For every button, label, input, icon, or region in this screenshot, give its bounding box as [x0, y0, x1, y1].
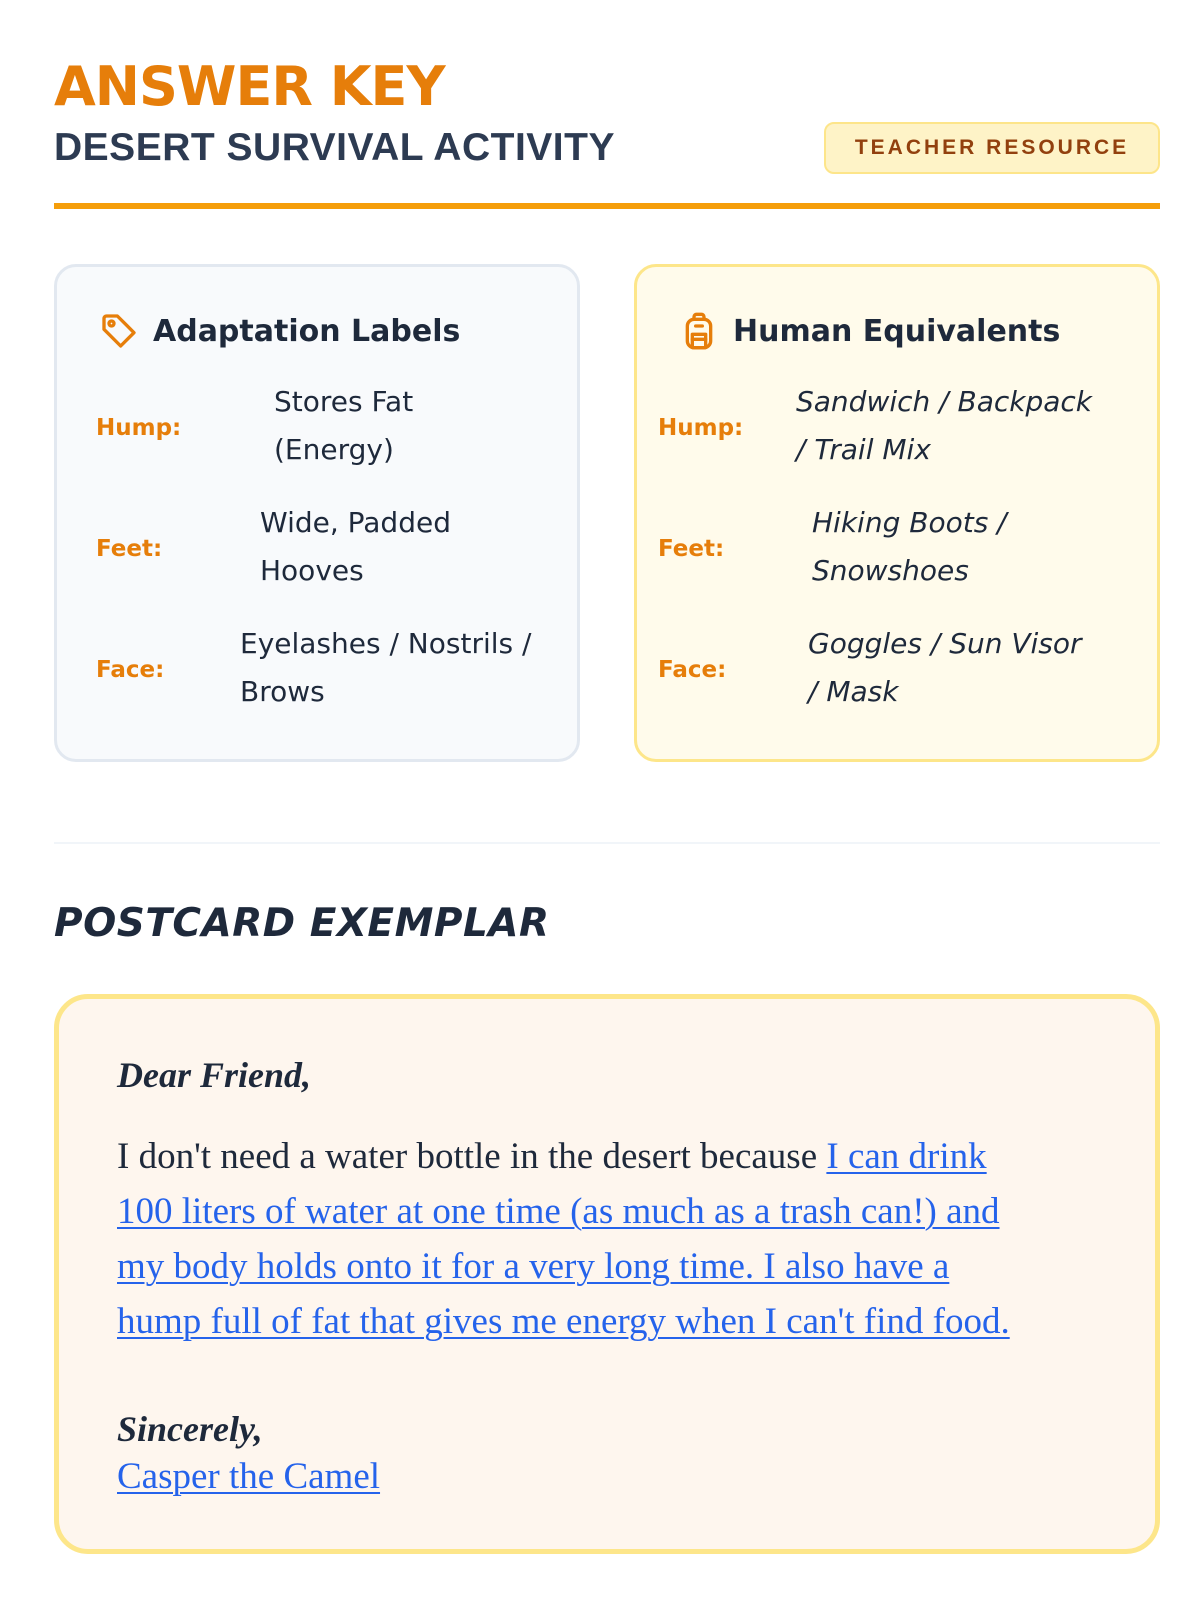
postcard-answer-link[interactable]: I can drink	[826, 1136, 987, 1177]
row-value	[240, 620, 531, 716]
human-row-face	[658, 620, 1098, 720]
postcard-body	[117, 1129, 1107, 1349]
adaptation-labels-title: Adaptation Labels	[153, 313, 461, 349]
postcard-greeting: Dear Friend,	[117, 1055, 312, 1095]
postcard-signoff: Sincerely,	[117, 1409, 263, 1449]
row-value-line: Snowshoes	[812, 554, 969, 587]
row-label: Hump:	[658, 415, 744, 441]
postcard-signature-link[interactable]: Casper the Camel	[117, 1456, 381, 1497]
row-value-line: Hooves	[260, 554, 364, 587]
row-value-line: (Energy)	[274, 433, 394, 466]
row-label: Face:	[658, 657, 727, 683]
postcard-body-prefix: I don't need a water bottle in the desert because	[117, 1136, 827, 1177]
row-value-line: Stores Fat	[274, 385, 414, 418]
backpack-icon	[679, 311, 719, 351]
row-value	[274, 378, 413, 474]
postcard-answer-link[interactable]: my body holds onto it for a very long time. I also have a	[117, 1246, 950, 1287]
row-value	[260, 499, 451, 595]
row-label: Face:	[96, 657, 165, 683]
row-value-line: Goggles / Sun Visor	[808, 627, 1082, 660]
page-subtitle: DESERT SURVIVAL ACTIVITY	[54, 126, 615, 169]
postcard-answer-link[interactable]: 100 liters of water at one time (as much as a trash can!) and	[117, 1191, 1000, 1232]
adaptation-row-face	[96, 620, 536, 720]
row-value-line: Brows	[240, 675, 325, 708]
row-value	[796, 378, 1092, 474]
postcard-section-heading: POSTCARD EXEMPLAR	[54, 901, 550, 946]
tag-icon	[99, 311, 139, 351]
row-label: Feet:	[96, 536, 163, 562]
human-row-feet	[658, 499, 1098, 599]
human-equivalents-title: Human Equivalents	[733, 313, 1061, 349]
row-value-line: Wide, Padded	[260, 506, 451, 539]
row-value-line: Hiking Boots /	[812, 506, 1007, 539]
answer-key-page	[54, 0, 1160, 1600]
row-value	[808, 620, 1082, 716]
adaptation-row-hump	[96, 378, 536, 478]
teacher-resource-badge: TEACHER RESOURCE	[824, 122, 1160, 174]
row-value-line: Eyelashes / Nostrils /	[240, 627, 532, 660]
page-title: ANSWER KEY	[54, 55, 445, 118]
section-divider	[54, 842, 1160, 844]
postcard-answer-link[interactable]: hump full of fat that gives me energy when I can't find food.	[117, 1301, 1010, 1342]
human-equivalents-header	[679, 311, 1060, 351]
postcard-exemplar	[54, 994, 1160, 1554]
row-label: Hump:	[96, 415, 182, 441]
row-label: Feet:	[658, 536, 725, 562]
row-value-line: Sandwich / Backpack	[796, 385, 1093, 418]
row-value-line: / Trail Mix	[796, 433, 931, 466]
row-value-line: / Mask	[808, 675, 899, 708]
adaptation-labels-header	[99, 311, 460, 351]
adaptation-row-feet	[96, 499, 536, 599]
header-divider	[54, 203, 1160, 209]
row-value	[812, 499, 1007, 595]
human-row-hump	[658, 378, 1098, 478]
